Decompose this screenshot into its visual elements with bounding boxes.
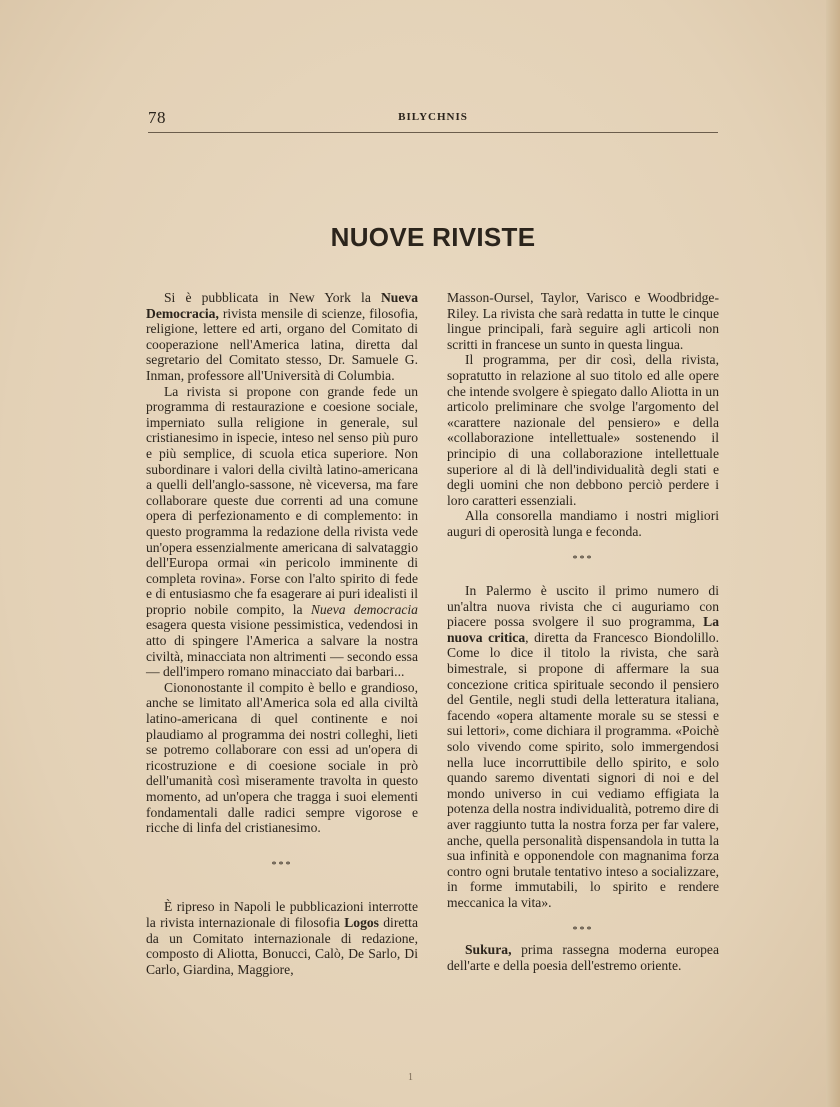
section-separator: ***: [271, 859, 293, 871]
text-span: rivista mensile di scienze, filosofia, religione, lettere ed arti, organo del Comitato di cooperazione nell'America latina, diretta dal segretario del Comitato stesso, Dr. Samuele G. Inman, professore all'Università di Columbia.: [146, 305, 418, 383]
article-title: NUOVE RIVISTE: [330, 222, 536, 252]
text-span: La rivista si propone con grande fede un programma di restaurazione e coesione sociale, imperniato sulla religione in generale, sul cristianesimo in ispecie, inteso nel senso più puro e più semplice, di scuola etica superiore. Non subordinare i valori della civiltà latino-americana a quelli dell'anglo-sassone, nè viceversa, ma fare collaborare queste due correnti ad una comune opera di perfezionamento e di complemento: in questo programma la redazione della rivista vede un'opera essenzialmente americana di salvataggio dell'Europa ormai «in pericolo imminente di completa rovina». Forse con l'alto spirito di fede e di entusiasmo che fa esagerare ai puri idealisti il proprio nobile compito, la: [146, 383, 418, 617]
paragraph-programma: [146, 384, 418, 680]
footer-signature-mark: 1: [408, 1072, 413, 1083]
section-separator: ***: [572, 553, 594, 565]
text-span: È ripreso in Napoli le pubblicazioni interrotte la rivista internazionale di filosofia: [146, 899, 418, 930]
journal-name-italic: Nueva democracia: [310, 601, 418, 617]
text-span: diretta da un Comitato internazionale di redazione, composto di Aliotta, Bonucci, Calò, De Sarlo, Di Carlo, Giardina, Maggiore,: [146, 914, 418, 977]
right-column: [447, 290, 719, 973]
journal-name-nueva-democracia: Nueva Democracia,: [146, 290, 418, 321]
page-edge: [826, 0, 840, 1107]
paragraph-nuova-critica: [447, 583, 719, 910]
paragraph-nueva-democracia: [146, 290, 418, 384]
left-column: [146, 290, 418, 977]
journal-name-nuova-critica: La nuova critica: [447, 614, 719, 645]
paragraph-logos-continued: Masson-Oursel, Taylor, Varisco e Woodbridge-Riley. La rivista che sarà redatta in tutte le cinque lingue principali, farà seguire agli articoli non scritti in francese un sunto in questa lingua.: [447, 290, 719, 352]
running-title: BILYCHNIS: [398, 111, 468, 123]
paragraph-sukura: [447, 942, 719, 973]
paragraph-logos-programma: Il programma, per dir così, della rivista, sopratutto in relazione al suo titolo ed alle opere che intende svolgere è spiegato dallo Aliotta in un articolo preliminare che svolge l'argomento del «carattere nazionale del pensiero» e della «collaborazione intellettuale» sostenendo il principio di una collaborazione intellettuale superiore al di là dell'individualità degli stati e degli uomini che non debbono perciò perdere i loro caratteri essenziali.: [447, 352, 719, 508]
running-header: [148, 108, 718, 133]
journal-name-logos: Logos: [344, 914, 379, 930]
paragraph-logos: [146, 899, 418, 977]
paragraph-ciononostante: Ciononostante il compito è bello e grandioso, anche se limitato all'America sola ed alla civiltà latino-americana di quel continente e noi plaudiamo al programma dei nostri colleghi, lieti se potremo collaborare con essi ad un'opera di ricostruzione e di coesione sociale in prò dell'umanità così miseramente travolta in questo momento, ad un'opera che tragga i suoi elementi fondamentali dalle radici sempre vigorose e ricche di linfa del cristianesimo.: [146, 679, 418, 836]
text-span: In Palermo è uscito il primo numero di un'altra nuova rivista che ci auguriamo con piacere possa svolgere il suo programma,: [447, 583, 719, 630]
text-span: esagera questa visione pessimistica, vedendosi in atto di spingere l'America a salvare la nostra civiltà, minacciata non altrimenti — secondo essa — dell'impero romano minacciato dai barbari...: [146, 617, 418, 680]
page-number: 78: [148, 108, 166, 127]
journal-name-sukura: Sukura,: [465, 942, 512, 958]
text-span: , diretta da Francesco Biondolillo. Come lo dice il titolo la rivista, che sarà bimestrale, si propone di affermare la sua concezione critica spirituale secondo il pensiero del Gentile, negli studi della letteratura italiana, facendo «opera altamente morale su se stessi e sui lettori», come dichiara il programma. «Poichè solo vivendo come spirito, solo immergendosi nella luce incorruttibile dello spirito, e solo quando saremo diventati signori di noi e del mondo universo in cui vediamo effigiata la potenza della nostra individualità, potremo dire di aver raggiunto tutta la nostra forza per far valere, anche, quella personalità dispensandola in tutta la sua infinità e opponendole con magnanima forza contro ogni brutale tentativo inteso a socializzare, in forme immutabili, lo spirito e rendere meccanica la vita».: [447, 629, 720, 910]
text-span: prima rassegna moderna europea dell'arte e della poesia dell'estremo oriente.: [447, 942, 719, 973]
paragraph-auguri: Alla consorella mandiamo i nostri migliori auguri di operosità lunga e feconda.: [447, 508, 719, 539]
section-separator: ***: [572, 924, 594, 936]
text-span: Si è pubblicata in New York la: [164, 290, 381, 305]
